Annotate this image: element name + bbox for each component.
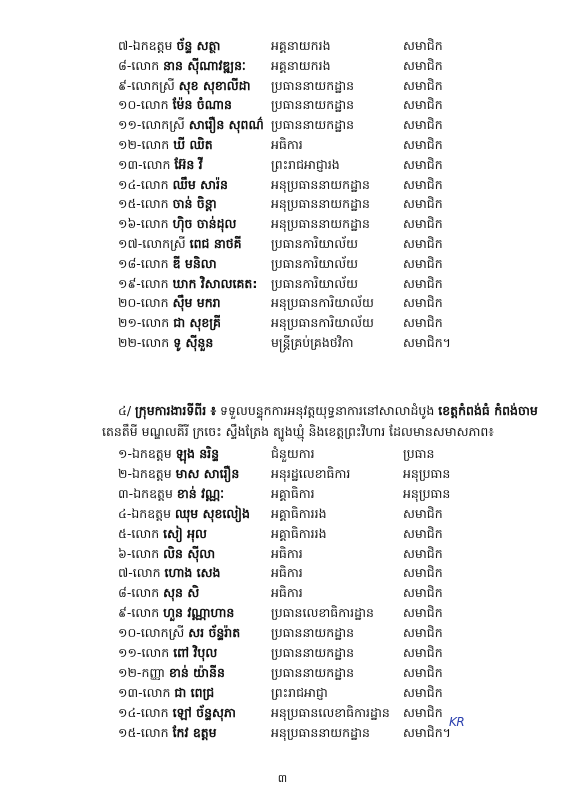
member-position: អគ្គាធិការ xyxy=(271,485,315,501)
member-row xyxy=(0,484,565,504)
member-full-name: ឌី មនិលា xyxy=(172,255,217,271)
member-full-name: ឡៅ ច័ន្ទសុភា xyxy=(172,704,236,720)
member-title: ឯកឧត្តម xyxy=(131,465,172,481)
member-number: ១៤- xyxy=(118,176,141,192)
member-title: លោកស្រី xyxy=(142,236,186,251)
member-number: ១៧- xyxy=(118,236,143,251)
member-full-name: លិន ស៊ីលា xyxy=(163,545,216,561)
member-title: លោក xyxy=(141,137,170,152)
member-number: ២០- xyxy=(118,295,141,311)
member-name xyxy=(118,175,228,195)
member-title: លោក xyxy=(140,295,169,311)
member-title: លោក xyxy=(140,216,169,232)
section-text: ទទួលបន្ទុកការអនុវត្តយុទ្ធនាការនៅសាលាដំបូង xyxy=(220,403,435,418)
member-row xyxy=(0,544,565,564)
member-full-name: អ៊ែន វី xyxy=(174,156,203,172)
member-row xyxy=(0,76,565,96)
member-position: អនុប្រធាននាយកដ្ឋាន xyxy=(271,216,370,232)
section-number: ៤/ xyxy=(118,403,132,418)
member-name xyxy=(118,115,264,135)
section-province: ខេត្តកំពង់ធំ កំពង់ចាម xyxy=(438,403,538,418)
member-role: ប្រធាន xyxy=(403,446,435,461)
member-role: សមាជិក xyxy=(403,38,443,53)
member-role: សមាជិក។ xyxy=(403,724,451,740)
member-row xyxy=(0,194,565,214)
member-role: សមាជិក xyxy=(403,236,443,251)
member-role: សមាជិក xyxy=(403,255,443,271)
member-role: សមាជិក xyxy=(403,545,443,561)
member-row xyxy=(0,175,565,195)
member-full-name: ឃាក វិសាលគេត: xyxy=(172,275,258,291)
member-position: ប្រធាននាយកដ្ឋាន xyxy=(271,625,355,641)
member-name xyxy=(118,703,236,723)
member-row xyxy=(0,214,565,234)
member-number: ១២- xyxy=(118,664,142,680)
member-row xyxy=(0,444,565,464)
member-title: លោក xyxy=(140,704,169,720)
member-name xyxy=(118,293,221,313)
member-row xyxy=(0,603,565,623)
member-number: ១២- xyxy=(118,137,142,152)
member-full-name: ពេជ នាថគី xyxy=(189,236,242,251)
member-row xyxy=(0,723,565,743)
member-full-name: ចាន់ ចិន្តា xyxy=(172,196,217,212)
member-number: ១៨- xyxy=(118,255,141,271)
member-row xyxy=(0,135,565,155)
member-name xyxy=(118,214,236,234)
member-position: អនុប្រធានលេខាធិការដ្ឋាន xyxy=(271,704,390,720)
member-number: ១១- xyxy=(118,117,142,133)
member-number: ៣- xyxy=(118,485,134,501)
member-name xyxy=(118,234,242,254)
member-title: ឯកឧត្តម xyxy=(131,446,172,461)
member-row xyxy=(0,583,565,603)
member-name xyxy=(118,155,203,175)
member-position: អនុប្រធាននាយកដ្ឋាន xyxy=(271,724,370,740)
member-number: ១- xyxy=(118,446,132,461)
member-full-name: ខាន់ យ៉ានីន xyxy=(168,664,225,680)
member-row xyxy=(0,623,565,643)
member-position: អនុប្រធាននាយកដ្ឋាន xyxy=(271,176,370,192)
member-full-name: ខាន់ វណ្ណៈ xyxy=(176,485,225,501)
member-row xyxy=(0,464,565,484)
member-number: ១៣- xyxy=(118,684,143,700)
member-role: សមាជិក xyxy=(403,196,443,212)
member-row xyxy=(0,36,565,56)
member-full-name: ហួន វណ្ណាហាន xyxy=(163,605,235,621)
section-heading-line1 xyxy=(118,400,538,421)
member-full-name: កែវ ឧត្តម xyxy=(172,724,217,740)
member-title: លោកស្រី xyxy=(140,625,185,641)
member-title: លោកស្រី xyxy=(131,77,175,93)
member-position: អគ្គាធិការរង xyxy=(271,505,327,521)
member-number: ៧- xyxy=(118,565,133,581)
member-name xyxy=(118,583,199,603)
member-number: ២១- xyxy=(118,315,142,331)
member-title: កញ្ញា xyxy=(141,664,165,680)
member-number: ១០- xyxy=(118,625,141,641)
member-position: ជំនួយការ xyxy=(271,446,315,461)
member-full-name: ហោង សេង xyxy=(164,565,221,581)
member-number: ១៥- xyxy=(118,196,141,212)
member-title: លោក xyxy=(140,275,169,291)
member-position: មន្ត្រីគ្រប់គ្រងថវិកា xyxy=(271,335,354,350)
member-position: អធិការ xyxy=(271,137,303,152)
member-number: ៩- xyxy=(118,77,132,93)
member-name xyxy=(118,333,213,353)
member-position: ប្រធាននាយកដ្ឋាន xyxy=(271,664,355,680)
member-row xyxy=(0,155,565,175)
member-position: អនុប្រធាននាយកដ្ឋាន xyxy=(271,196,370,212)
member-role: សមាជិក xyxy=(403,275,443,291)
member-position: ប្រធានការិយាល័យ xyxy=(271,255,359,271)
member-number: ១៩- xyxy=(118,275,141,291)
member-title: ឯកឧត្តម xyxy=(132,38,173,53)
member-number: ៧- xyxy=(118,38,133,53)
member-title: លោក xyxy=(142,156,171,172)
member-full-name: ជា សុខគ្រី xyxy=(173,315,221,331)
member-title: លោក xyxy=(131,605,160,621)
member-row xyxy=(0,524,565,544)
member-title: លោក xyxy=(141,335,170,350)
member-title: លោក xyxy=(131,525,160,541)
member-row xyxy=(0,56,565,76)
member-name xyxy=(118,56,246,76)
member-position: ប្រធាននាយកដ្ឋាន xyxy=(271,97,355,113)
member-name xyxy=(118,95,232,115)
member-position: អធិការ xyxy=(271,545,303,561)
member-number: ១៦- xyxy=(118,216,141,232)
member-name xyxy=(118,254,217,274)
member-full-name: ច័ន្ទ សត្ថា xyxy=(176,38,221,53)
member-full-name: ជា ពេជ្រ xyxy=(174,684,215,700)
member-title: លោក xyxy=(140,176,169,192)
member-title: លោក xyxy=(141,315,170,331)
member-name xyxy=(118,313,221,333)
member-title: លោក xyxy=(132,565,161,581)
member-full-name: សរ ច័ន្ទរ៉ាត xyxy=(188,625,241,641)
member-title: លោក xyxy=(140,255,169,271)
member-number: ២២- xyxy=(118,335,142,350)
member-name xyxy=(118,544,215,564)
member-row xyxy=(0,703,565,723)
member-title: ឯកឧត្តម xyxy=(131,505,172,521)
member-full-name: ឈុម សុខលៀង xyxy=(175,505,250,521)
member-full-name: ពៅ វិបុល xyxy=(173,645,218,660)
member-name xyxy=(118,603,234,623)
member-number: ៦- xyxy=(118,545,132,561)
member-role: សមាជិក xyxy=(403,625,443,641)
member-role: សមាជិក xyxy=(403,505,443,521)
member-title: លោក xyxy=(140,97,169,113)
member-name xyxy=(118,623,240,643)
member-row xyxy=(0,95,565,115)
member-full-name: ឈឹម សារ៉ន xyxy=(172,176,228,192)
member-full-name: ម៉ែន ចំណាន xyxy=(172,97,232,113)
member-number: ៨- xyxy=(118,57,132,73)
member-role: សមាជិក xyxy=(403,585,443,601)
member-name xyxy=(118,563,220,583)
member-title: លោក xyxy=(141,645,170,660)
member-role: សមាជិក xyxy=(403,704,443,720)
member-full-name: សារឿន សុពណ៌ xyxy=(188,117,264,133)
member-number: ៤- xyxy=(118,505,132,521)
member-position: អធិការ xyxy=(271,585,303,601)
member-row xyxy=(0,274,565,294)
handwritten-initials: KR xyxy=(449,715,465,729)
member-role: សមាជិក xyxy=(403,295,443,311)
member-name xyxy=(118,643,217,663)
member-role: សមាជិក xyxy=(403,117,443,133)
member-name xyxy=(118,464,239,484)
member-position: អធិការ xyxy=(271,565,303,581)
member-name xyxy=(118,36,220,56)
member-full-name: នាន ស៊ីណាវឌ្ឍនៈ xyxy=(163,57,246,73)
member-number: ៨- xyxy=(118,585,132,601)
member-position: អនុប្រធានការិយាល័យ xyxy=(271,295,374,311)
member-position: អនុរដ្ឋលេខាធិការ xyxy=(271,465,351,481)
member-full-name: សុន សិ xyxy=(163,585,200,601)
member-title: លោក xyxy=(131,57,160,73)
member-row xyxy=(0,333,565,353)
member-number: ១១- xyxy=(118,645,142,660)
member-row xyxy=(0,563,565,583)
member-title: លោកស្រី xyxy=(141,117,185,133)
member-full-name: ឃី ឈិត xyxy=(173,137,213,152)
member-number: ៥- xyxy=(118,525,132,541)
member-position: ប្រធាននាយកដ្ឋាន xyxy=(271,645,355,660)
member-number: ១៤- xyxy=(118,704,141,720)
member-role: សមាជិក xyxy=(403,176,443,192)
member-position: ប្រធាននាយកដ្ឋាន xyxy=(271,117,355,133)
section-heading-line2: តេនតឹមី មណ្ឌលគីរី ក្រចេះ ស្ទឹងត្រែង ត្បូងឃ្មុំ និងខេត្តព្រះវិហារ ដែលមានសមាសភាព៖ xyxy=(102,424,494,439)
member-name xyxy=(118,194,217,214)
member-position: អនុប្រធានការិយាល័យ xyxy=(271,315,374,331)
member-position: ប្រធាននាយកដ្ឋាន xyxy=(271,77,355,93)
member-name xyxy=(118,723,217,743)
member-position: ប្រធានការិយាល័យ xyxy=(271,275,359,291)
member-full-name: សុខ សុខាលីដា xyxy=(178,77,251,93)
member-name xyxy=(118,484,224,504)
member-row xyxy=(0,313,565,333)
member-role: សមាជិក xyxy=(403,156,443,172)
member-name xyxy=(118,504,250,524)
member-number: ១៥- xyxy=(118,724,141,740)
member-role: សមាជិក xyxy=(403,565,443,581)
member-title: លោក xyxy=(131,545,160,561)
member-row xyxy=(0,663,565,683)
member-role: សមាជិក xyxy=(403,77,443,93)
member-role: សមាជិក។ xyxy=(403,335,451,350)
member-title: លោក xyxy=(140,724,169,740)
member-name xyxy=(118,524,207,544)
member-name xyxy=(118,444,219,464)
member-role: សមាជិក xyxy=(403,664,443,680)
section-label: ក្រុមការងារទីពីរ ៖ xyxy=(135,403,217,418)
member-full-name: ឡុង នរិន្ទ xyxy=(175,446,220,461)
member-role: សមាជិក xyxy=(403,216,443,232)
member-position: ប្រធានការិយាល័យ xyxy=(271,236,359,251)
member-role: អនុប្រធាន xyxy=(403,485,451,501)
member-full-name: ស៊ឹម មករា xyxy=(172,295,221,311)
member-role: សមាជិក xyxy=(403,645,443,660)
member-number: ១៣- xyxy=(118,156,143,172)
member-name xyxy=(118,274,257,294)
member-position: ប្រធានលេខាធិការដ្ឋាន xyxy=(271,605,374,621)
member-role: សមាជិក xyxy=(403,525,443,541)
member-row xyxy=(0,683,565,703)
member-role: សមាជិក xyxy=(403,684,443,700)
member-name xyxy=(118,135,213,155)
member-position: អគ្គនាយករង xyxy=(271,38,331,53)
member-row xyxy=(0,504,565,524)
member-row xyxy=(0,234,565,254)
member-role: សមាជិក xyxy=(403,605,443,621)
member-row xyxy=(0,115,565,135)
member-number: ២- xyxy=(118,465,132,481)
member-name xyxy=(118,76,251,96)
member-full-name: ហ៊ិច ចាន់ដុល xyxy=(172,216,237,232)
member-name xyxy=(118,663,225,683)
member-role: អនុប្រធាន xyxy=(403,465,451,481)
member-full-name: មាស សារឿន xyxy=(175,465,240,481)
member-row xyxy=(0,254,565,274)
section-heading xyxy=(102,400,538,442)
page-number: ៣ xyxy=(277,772,288,785)
member-position: ព្រះរាជអាជ្ញា xyxy=(271,684,328,700)
member-title: លោក xyxy=(140,196,169,212)
member-role: សមាជិក xyxy=(403,97,443,113)
member-title: ឯកឧត្តម xyxy=(133,485,173,501)
member-row xyxy=(0,293,565,313)
member-number: ១០- xyxy=(118,97,141,113)
member-number: ៩- xyxy=(118,605,132,621)
member-title: លោក xyxy=(142,684,171,700)
member-title: លោក xyxy=(131,585,160,601)
member-role: សមាជិក xyxy=(403,57,443,73)
member-position: អគ្គនាយករង xyxy=(271,57,331,73)
member-full-name: ទូ ស៊ីនួន xyxy=(173,335,214,350)
member-role: សមាជិក xyxy=(403,137,443,152)
member-role: សមាជិក xyxy=(403,315,443,331)
member-name xyxy=(118,683,214,703)
member-row xyxy=(0,643,565,663)
member-position: អគ្គាធិការរង xyxy=(271,525,327,541)
member-position: ព្រះរាជអាជ្ញារង xyxy=(271,156,340,172)
member-full-name: សៀ អុល xyxy=(163,525,207,541)
